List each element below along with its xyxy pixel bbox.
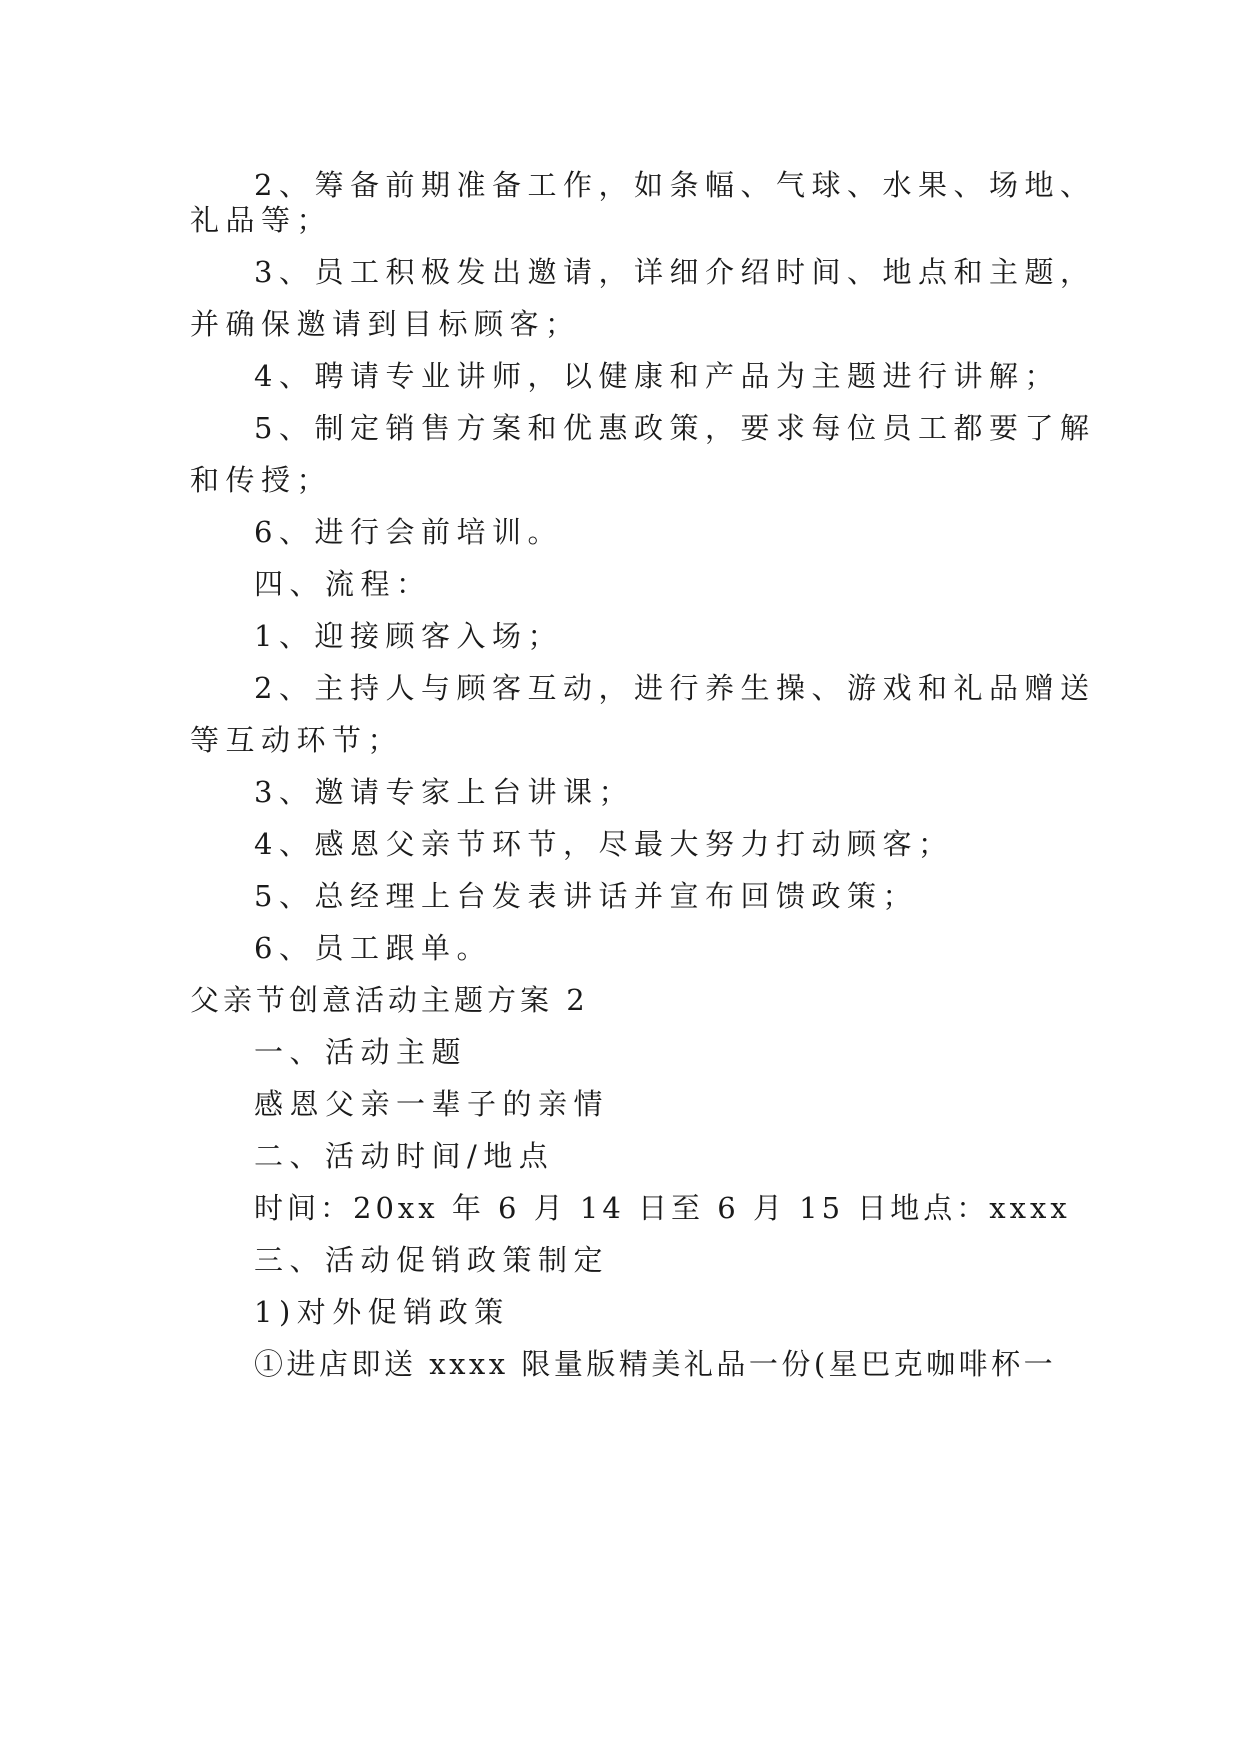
paragraph-line: 时间：20xx 年 6 月 14 日至 6 月 15 日地点：xxxx (254, 1191, 1071, 1225)
section-heading: 四、流程： (254, 567, 432, 601)
paragraph-line: 2、筹备前期准备工作，如条幅、气球、水果、场地、 (254, 168, 1096, 202)
paragraph-line: 等互动环节； (190, 723, 404, 757)
section-heading: 一、活动主题 (254, 1035, 468, 1069)
paragraph-line: 5、总经理上台发表讲话并宣布回馈政策； (254, 879, 918, 913)
paragraph-line: 1、迎接顾客入场； (254, 619, 563, 653)
paragraph-line: 并确保邀请到目标顾客； (190, 307, 581, 341)
paragraph-line: 2、主持人与顾客互动，进行养生操、游戏和礼品赠送 (254, 671, 1096, 705)
paragraph-line: 4、聘请专业讲师，以健康和产品为主题进行讲解； (254, 359, 1060, 393)
paragraph-line: 6、员工跟单。 (254, 931, 492, 965)
paragraph-line: 5、制定销售方案和优惠政策，要求每位员工都要了解 (254, 411, 1096, 445)
paragraph-line: 4、感恩父亲节环节，尽最大努力打动顾客； (254, 827, 954, 861)
section-heading: 二、活动时间/地点 (254, 1139, 555, 1173)
paragraph-line: 和传授； (190, 463, 333, 497)
document-title: 父亲节创意活动主题方案 2 (190, 983, 589, 1017)
paragraph-line: 3、员工积极发出邀请，详细介绍时间、地点和主题， (254, 255, 1096, 289)
paragraph-line: 感恩父亲一辈子的亲情 (254, 1087, 610, 1121)
paragraph-line: 3、邀请专家上台讲课； (254, 775, 634, 809)
section-heading: 三、活动促销政策制定 (254, 1243, 610, 1277)
paragraph-line: 礼品等； (190, 203, 333, 237)
paragraph-line: ①进店即送 xxxx 限量版精美礼品一份(星巴克咖啡杯一 (254, 1347, 1057, 1381)
paragraph-line: 6、进行会前培训。 (254, 515, 563, 549)
paragraph-line: 1)对外促销政策 (254, 1295, 510, 1329)
